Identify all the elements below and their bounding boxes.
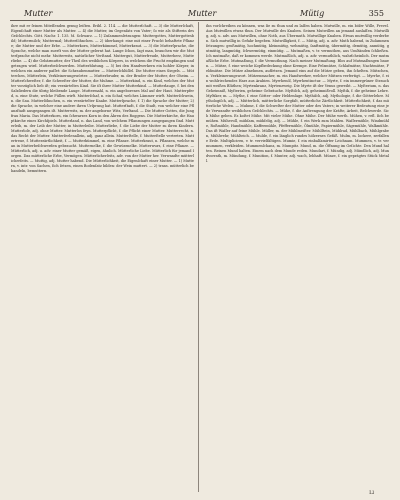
- header-left-title: Mutter: [24, 9, 53, 18]
- header-rule: [10, 20, 390, 21]
- header-right-title: Mütig: [300, 9, 325, 18]
- left-column: [11, 24, 194, 490]
- right-column-text: ihn vorſchreiben zu können, was ſie zu thun und zu laſſen haben. Mutwille, m. ein böſer Wille, Frevel. Aus Mutwillen etwas thun. Der Mutwille des Knaben. Seinen Mutwillen an jemand auslaſſen. Mutwillig, adj. u. adv. aus Mutwillen, ohne Noth, aus Übermuth. Mutwillige Knaben. Etwas mutwillig verderben. Sich mutwillig in Gefahr begeben. Mutwilligkeit, f. — Mütig, adj. u. adv. Muth habend, in Zuſammenſetzungen: großmütig, hochmütig, kleinmütig, wehmütig, ſanftmütig, übermütig, demütig, anmütig, gutmütig, langmütig, ſchwermütig, einmütig. — Mutmaßen, v. tr. vermuthen, aus Umſtänden ſchließen. Ich mutmaße, daß er kommen werde. Mutmaßlich, adj. u. adv. vermuthlich, wahrſcheinlich. Der mutmaßliche Erbe. Mutmaßung, f. die Vermuthung. Nach meiner Mutmaßung. Blos auf Mutmaßungen bauen. — Mütze, f. eine weiche Kopfbedeckung ohne Krempe. Eine Pelzmütze, Schlafmütze, Nachtmütze, Feldmütze. Die Mütze abnehmen, aufſetzen. Jemand eins auf die Mütze geben, ihn ſchelten. Mützchen, n. Verkleinerungswort. Mützenmacher, m. ein Handwerker, welcher Mützen verfertigt. — Myrrhe, f. ein wohlriechendes Harz aus Arabien. Myrrhenöl, Myrrhentinctur. — Myrte, f. ein immergrüner Strauch mit weißen Blüthen; Myrtenkranz, Myrtenzweig. Die Myrte iſt der Venus geweiht. — Myſterium, n. das Geheimniß, Myſterien, geheime Gebräuche. Myſtiſch, adj. geheimnißvoll. Myſtik, f. die geheime Lehre. Myſtiker, m. — Mythe, f. eine Götter- oder Heldenſage. Mythiſch, adj. Mythologie, f. die Götterlehre. Mythologiſch, adj. — Mütterlich, mütterliche Sorgfalt, mütterliche Zärtlichkeit. Mütterlichkeit, f. das mütterliche Weſen. — Muhme, f. die Schweſter der Mutter oder des Vaters; in weiterer Bedeutung eine jede Verwandte weiblichen Geſchlechts. — Mühe, f. die Anſtrengung der Kräfte, Arbeit, Beſchwerde. Sich Mühe geben. Es koſtet Mühe. Mit vieler Mühe. Ohne Mühe. Der Mühe werth. Mühen, v. refl. ſich bemühen. Mühevoll, mühſam, mühſelig, adj. — Mühle, f. ein Werk zum Mahlen. Waſſermühle, Windmühle, Roßmühle, Handmühle, Kaffeemühle, Pfeffermühle, Ölmühle, Papiermühle, Sägemühle, Walkmühle. Das iſt Waſſer auf ſeine Mühle. Müller, m. der Mühlmeiſter. Mühlſtein, Mühlrad, Mühlbach, Mühlgraben, Mühlwehr, Mühlteich. — Mulde, f. ein länglich rundes hölzernes Gefäß. Mulm, m. lockere, zerfallene Erde. Multipliciren, v. tr. vervielfältigen. Mumie, f. ein einbalſamirter Leichnam. Mummen, v. tr. vermummen, verkleiden. Mummenſchanz, m. Mumpitz. Mund, m. die Öffnung im Geſichte. Den Mund halten. Reinen Mund halten. Einem nach dem Munde reden. Mundart, f. Mündig, adj. Mündlich, adj. Mundvorrath, m. Mündung, f. Munition, f. Munter, adj. wach, lebhaft. Münze, f. ein geprägtes Stück Metall.: [206, 24, 389, 163]
- column-divider: [198, 22, 199, 492]
- right-column: [206, 24, 389, 490]
- page-number: 355: [368, 9, 384, 18]
- left-column-text: ihre mit er ſeinen Miteſſenden genug leiſten. Eribl. 2. 114. — die Mutterſchaft. — 3) die Mutterſchaft, Eigenſchaft einer Mutter als Mutter. — 4) die Mutter, im Gegenſatz von Vater; ſo wie als Stifterin des Geſchlechts. Gött. Nachr. 1. 135. M. Schwarz. — 1) Zuſammenſetzungen: Muttergottes, Muttergottesbild; Muttermilch; Muttermal; Mutterſöhnchen. — 2) überhaupt: eine mit einer Frucht behaftete Pflanze; die Mutter und der Erbe. — Mutterkorn, Mutterkümmel, Mutterkraut. — 3) die Mutterſprache, die Sprache, welche man zuerſt von der Mutter gelernt hat. Lange ſchon, ſagt man, brauchen wir die Mutterſprache nicht mehr. Mutterwitz, natürlicher Verſtand. Muttergut, Mutterfreude, Mutterherz, Mutterliebe. — 4) die Gebärmutter, der Theil des weiblichen Körpers, in welchem die Frucht empfangen und getragen wird. Mutterbeſchwerden. Mutterblutung. — 5) bei den Handwerkern ein hohler Körper, in welchen ein anderer paſſet: die Schraubenmutter. — Mutterſchlüſſel. Die Mutter eines Siegels. — Mütterchen, Mütterlein, Verkleinerungswörter. — Mutterbruder, m. der Bruder der Mutter, der Oheim. — Mutterſchweſter, f. die Schweſter der Mutter, die Muhme. — Mutterkind, n. ein Kind, welches der Mutter vorzüglich lieb iſt; ein verzärteltes Kind. Sie iſt ihrer Mutter Mutterkind. — Mutterlauge, f. bei den Salzſiedern die übrig bleibende Lauge. Muttermahl, n. ein angeborenes Mal auf der Haut. Mutterpferd, n. eine Stute, welche Füllen wirft. Mutterſchaf, n. ein Schaf, welches Lämmer wirft. Mutterſchwein, n. die Sau. Mutterſöhnchen, n. ein verzärtelter Knabe. Mutterſprache, f. 1) die Sprache der Mutter; 2) die Sprache, in welcher eine andere ihren Urſprung hat. Mutterſtadt, f. die Stadt, von welcher eine Pflanzſtadt ausgegangen iſt. Mutterwitz, m. der angeborne Witz, Verſtand. — Die Mutter Gottes, die Jungfrau Maria. Das Mutterkorn, ein ſchwarzes Korn in den Ähren des Roggens. Die Mutterkirche, die Hauptkirche eines Kirchſpiels. Mutterland, n. das Land, von welchem Pflanzungen ausgegangen ſind. Mutterleib, m. der Leib der Mutter, in Mutterleibe. Mutterliebe, f. die Liebe der Mutter zu ihren Kindern. Mutterloſe, adj. ohne Mutter. Mutterlos ſeyn. Mutterpflicht, f. die Pflicht einer Mutter. Mutterrecht, n. das Recht der Mutter. Mutterſeelenallein, adj. ganz allein. Mutterſtelle, f. Mutterſtelle vertreten. Muttertreue, f. Mutterzärtlichkeit, f. — Mutterkümmel, m. eine Pflanze. Mutterkraut, n. Pflanzen, welche man in Mutterbeſchwerden gebraucht. Mutternelke, f. die Gewürznelke. Mutterwurz, f. eine Pflanze. — Mütterlich, adj. u. adv. einer Mutter gemäß, eigen, ähnlich. Mütterliche Liebe. Mütterlich für jemand ſorgen. Das mütterliche Erbe, Vermögen. Mütterlicherſeits, adv. von der Mutter her. Verwandte mütterlicherſeits. — Muttig, adj. Mutter habend. Die Mütterlichkeit, die Eigenſchaft einer Mutter. — 1) Muttern, v. intr. von Sachen, ſich ſetzen, einen Bodenſatz bilden: der Wein muttert. — 2) trans. mütterlich behandeln, bemuttern.: [11, 24, 194, 173]
- signature-mark: Ll: [369, 490, 374, 496]
- header-center-title: Mutter: [188, 9, 217, 18]
